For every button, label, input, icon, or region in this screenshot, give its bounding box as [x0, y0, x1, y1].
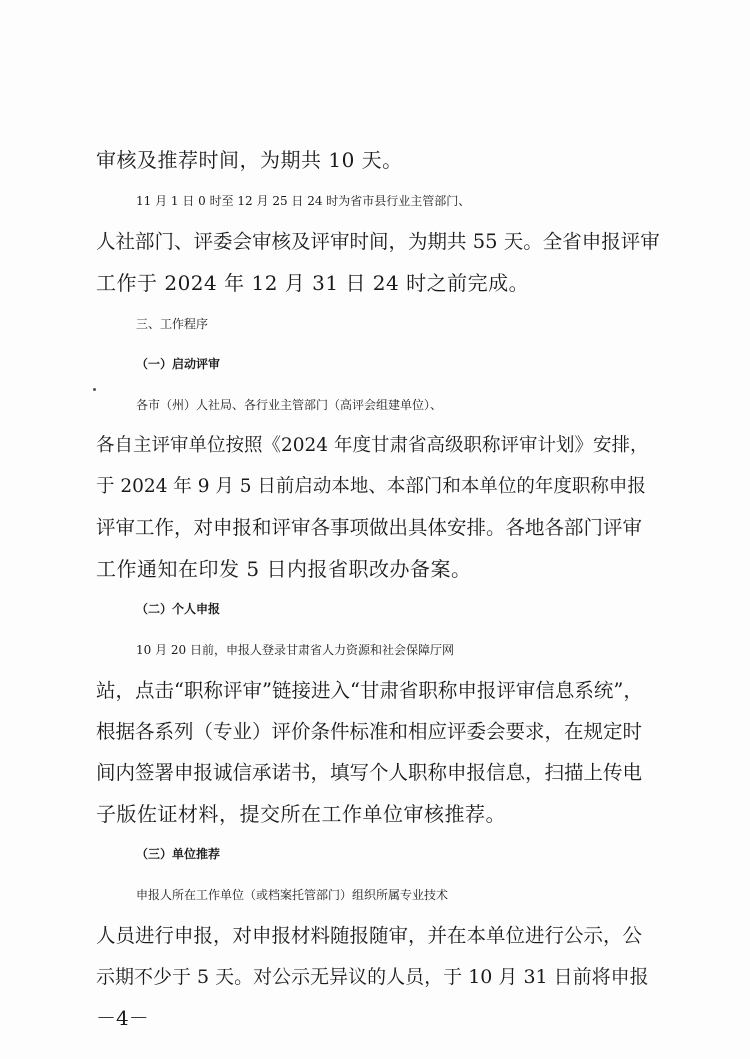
paragraph-line: 10 月 20 日前，申报人登录甘肃省人力资源和社会保障厅网	[136, 643, 454, 657]
paragraph-line: 评审工作，对申报和评审各事项做出具体安排。各地各部门评审	[96, 516, 643, 539]
page-number: －4－	[96, 1006, 149, 1030]
section-heading: 三、工作程序	[136, 317, 209, 331]
paragraph-line: 工作通知在印发 5 日内报省职改办备案。	[96, 557, 472, 581]
paragraph-line: 申报人所在工作单位（或档案托管部门）组织所属专业技术	[136, 888, 449, 902]
paragraph-line: 11 月 1 日 0 时至 12 月 25 日 24 时为省市县行业主管部门、	[136, 194, 471, 208]
paragraph-line: 人社部门、评委会审核及评审时间，为期共 55 天。全省申报评审	[96, 230, 660, 253]
paragraph-line: 审核及推荐时间，为期共 10 天。	[96, 148, 403, 172]
paragraph-line: 各自主评审单位按照《2024 年度甘肃省高级职称评审计划》安排，	[96, 435, 649, 456]
subsection-heading: （一）启动评审	[136, 357, 221, 371]
paragraph-line: 根据各系列（专业）评价条件标准和相应评委会要求，在规定时	[96, 720, 643, 743]
paragraph-line: 示期不少于 5 天。对公示无异议的人员，于 10 月 31 日前将申报	[96, 966, 649, 988]
paragraph-line: 站，点击“职称评审”链接进入“甘肃省职称申报评审信息系统”，	[96, 679, 643, 702]
paragraph-line: 人员进行申报，对申报材料随报随审，并在本单位进行公示，公	[96, 924, 643, 947]
subsection-heading: （三）单位推荐	[136, 847, 221, 861]
paragraph-line: 间内签署申报诚信承诺书，填写个人职称申报信息，扫描上传电	[96, 761, 643, 784]
subsection-heading: （二）个人申报	[136, 602, 221, 616]
paragraph-line: 各市（州）人社局、各行业主管部门（高评会组建单位）、	[136, 398, 443, 412]
paragraph-line: 工作于 2024 年 12 月 31 日 24 时之前完成。	[96, 271, 530, 295]
paragraph-line: 于 2024 年 9 月 5 日前启动本地、本部门和本单位的年度职称申报	[96, 476, 646, 497]
paragraph-line: 子版佐证材料，提交所在工作单位审核推荐。	[96, 802, 506, 826]
margin-mark	[93, 388, 96, 391]
